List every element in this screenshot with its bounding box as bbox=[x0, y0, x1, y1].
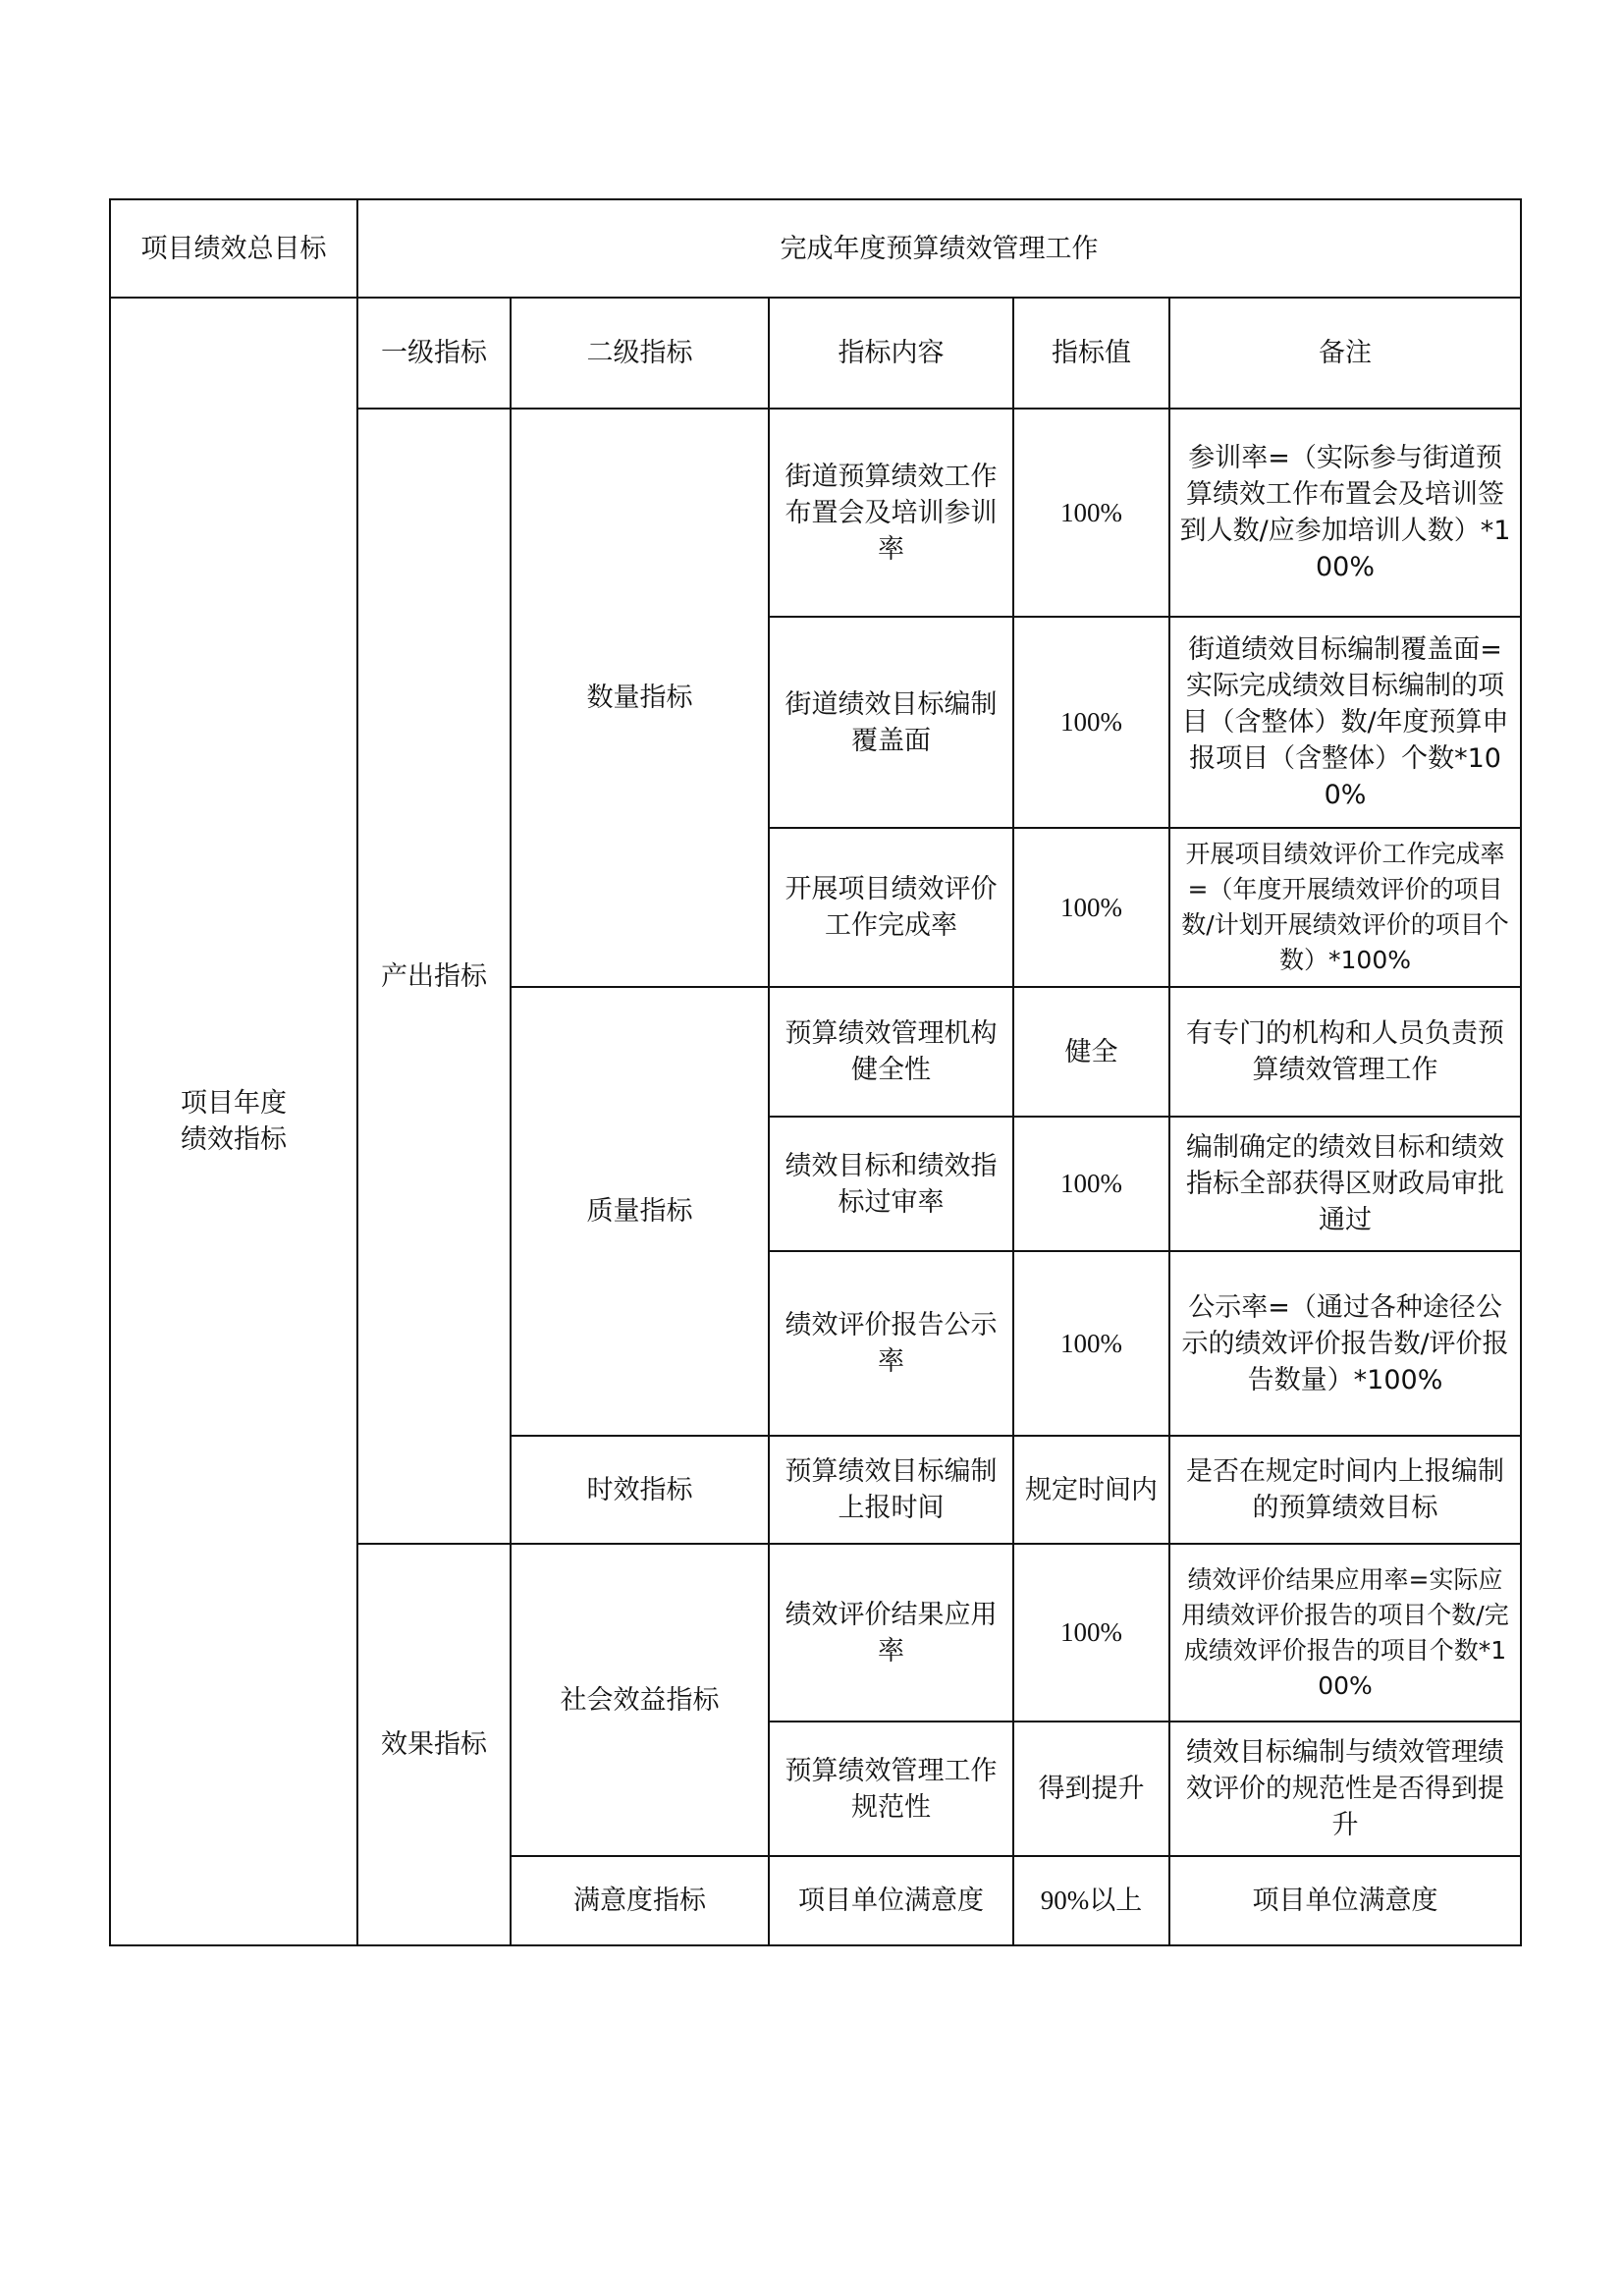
row-note: 街道绩效目标编制覆盖面=实际完成绩效目标编制的项目（含整体）数/年度预算申报项目（含整体）个数*100% bbox=[1169, 617, 1521, 828]
row-note: 是否在规定时间内上报编制的预算绩效目标 bbox=[1169, 1436, 1521, 1544]
goal-row bbox=[110, 199, 1521, 298]
col-header-content: 指标内容 bbox=[769, 298, 1013, 409]
row-note: 编制确定的绩效目标和绩效指标全部获得区财政局审批通过 bbox=[1169, 1117, 1521, 1251]
level2-quantity: 数量指标 bbox=[511, 409, 769, 987]
row-content: 预算绩效目标编制上报时间 bbox=[769, 1436, 1013, 1544]
goal-value: 完成年度预算绩效管理工作 bbox=[357, 199, 1521, 298]
level2-satisfaction: 满意度指标 bbox=[511, 1856, 769, 1945]
row-note: 参训率=（实际参与街道预算绩效工作布置会及培训签到人数/应参加培训人数）*100% bbox=[1169, 409, 1521, 617]
performance-table bbox=[109, 198, 1522, 1946]
row-content: 街道绩效目标编制覆盖面 bbox=[769, 617, 1013, 828]
section-label: 项目年度 绩效指标 bbox=[110, 298, 357, 1945]
row-value: 100% bbox=[1013, 828, 1169, 987]
row-value: 100% bbox=[1013, 1117, 1169, 1251]
level2-timeliness: 时效指标 bbox=[511, 1436, 769, 1544]
row-value: 100% bbox=[1013, 1544, 1169, 1722]
row-value: 100% bbox=[1013, 1251, 1169, 1436]
row-content: 预算绩效管理机构健全性 bbox=[769, 987, 1013, 1117]
row-value: 90%以上 bbox=[1013, 1856, 1169, 1945]
row-content: 街道预算绩效工作布置会及培训参训率 bbox=[769, 409, 1013, 617]
row-note: 公示率=（通过各种途径公示的绩效评价报告数/评价报告数量）*100% bbox=[1169, 1251, 1521, 1436]
row-value: 得到提升 bbox=[1013, 1722, 1169, 1856]
column-header-row bbox=[110, 298, 1521, 409]
level1-effect: 效果指标 bbox=[357, 1544, 511, 1945]
level2-social: 社会效益指标 bbox=[511, 1544, 769, 1856]
col-header-note: 备注 bbox=[1169, 298, 1521, 409]
row-content: 绩效评价结果应用率 bbox=[769, 1544, 1013, 1722]
col-header-level2: 二级指标 bbox=[511, 298, 769, 409]
row-value: 健全 bbox=[1013, 987, 1169, 1117]
row-content: 绩效评价报告公示率 bbox=[769, 1251, 1013, 1436]
row-content: 绩效目标和绩效指标过审率 bbox=[769, 1117, 1013, 1251]
row-content: 开展项目绩效评价工作完成率 bbox=[769, 828, 1013, 987]
row-value: 100% bbox=[1013, 409, 1169, 617]
level2-quality: 质量指标 bbox=[511, 987, 769, 1436]
row-note: 项目单位满意度 bbox=[1169, 1856, 1521, 1945]
row-value: 100% bbox=[1013, 617, 1169, 828]
col-header-value: 指标值 bbox=[1013, 298, 1169, 409]
col-header-level1: 一级指标 bbox=[357, 298, 511, 409]
row-note: 绩效目标编制与绩效管理绩效评价的规范性是否得到提升 bbox=[1169, 1722, 1521, 1856]
level1-output: 产出指标 bbox=[357, 409, 511, 1544]
row-content: 预算绩效管理工作规范性 bbox=[769, 1722, 1013, 1856]
row-note: 有专门的机构和人员负责预算绩效管理工作 bbox=[1169, 987, 1521, 1117]
row-value: 规定时间内 bbox=[1013, 1436, 1169, 1544]
row-content: 项目单位满意度 bbox=[769, 1856, 1013, 1945]
row-note: 绩效评价结果应用率=实际应用绩效评价报告的项目个数/完成绩效评价报告的项目个数*100% bbox=[1169, 1544, 1521, 1722]
row-note: 开展项目绩效评价工作完成率=（年度开展绩效评价的项目数/计划开展绩效评价的项目个数）*100% bbox=[1169, 828, 1521, 987]
goal-label: 项目绩效总目标 bbox=[110, 199, 357, 298]
